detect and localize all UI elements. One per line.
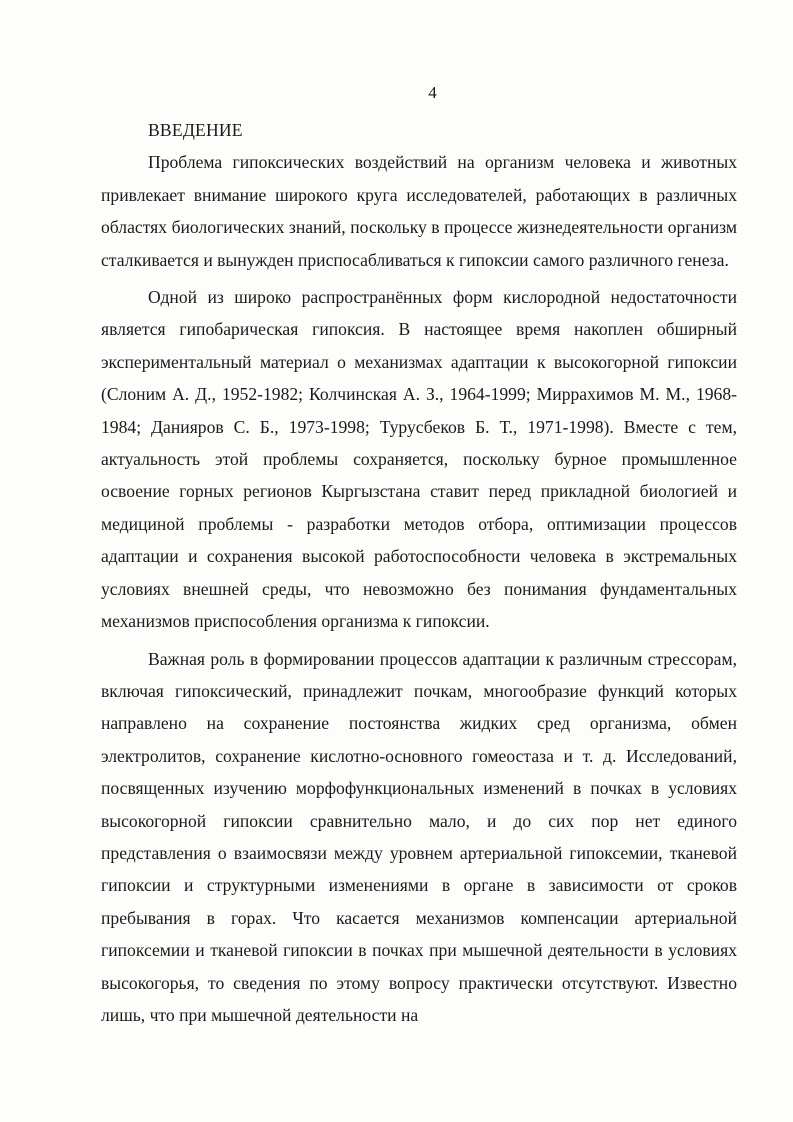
paragraph-1: Проблема гипоксических воздействий на организм человека и животных привлекает внимание широкого круга исследователей, работающих в различных областях биологических знаний, поскольку в процессе жизнедеятельности организм сталкивается и вынужден приспосабливаться к гипоксии самого различного генеза. [101,152,737,270]
page-number: 4 [428,83,437,102]
paragraph-2: Одной из широко распространённых форм кислородной недостаточности является гипобарическая гипоксия. В настоящее время накоплен обширный экспериментальный материал о механизмах адаптации к высокогорной гипоксии (Слоним А. Д., 1952-1982; Колчинская А. З., 1964-1999; Миррахимов М. М., 1968-1984; Данияров С. Б., 1973-1998; Турусбеков Б. Т., 1971-1998). Вместе с тем, актуальность этой проблемы сохраняется, поскольку бурное промышленное освоение горных регионов Кыргызстана ставит перед прикладной биологией и медициной проблемы - разработки методов отбора, оптимизации процессов адаптации и сохранения высокой работоспособности человека в экстремальных условиях внешней среды, что невозможно без понимания фундаментальных механизмов приспособления организма к гипоксии. [101,287,737,632]
page-content [101,114,737,1031]
paragraph-3: Важная роль в формировании процессов адаптации к различным стрессорам, включая гипоксический, принадлежит почкам, многообразие функций которых направлено на сохранение постоянства жидких сред организма, обмен электролитов, сохранение кислотно-основного гомеостаза и т. д. Исследований, посвященных изучению морфофункциональных изменений в почках в условиях высокогорной гипоксии сравнительно мало, и до сих пор нет единого представления о взаимосвязи между уровнем артериальной гипоксемии, тканевой гипоксии и структурными изменениями в органе в зависимости от сроков пребывания в горах. Что касается механизмов компенсации артериальной гипоксемии и тканевой гипоксии в почках при мышечной деятельности в условиях высокогорья, то сведения по этому вопросу практически отсутствуют. Известно лишь, что при мышечной деятельности на [101,648,737,1025]
section-heading: ВВЕДЕНИЕ [148,120,243,140]
